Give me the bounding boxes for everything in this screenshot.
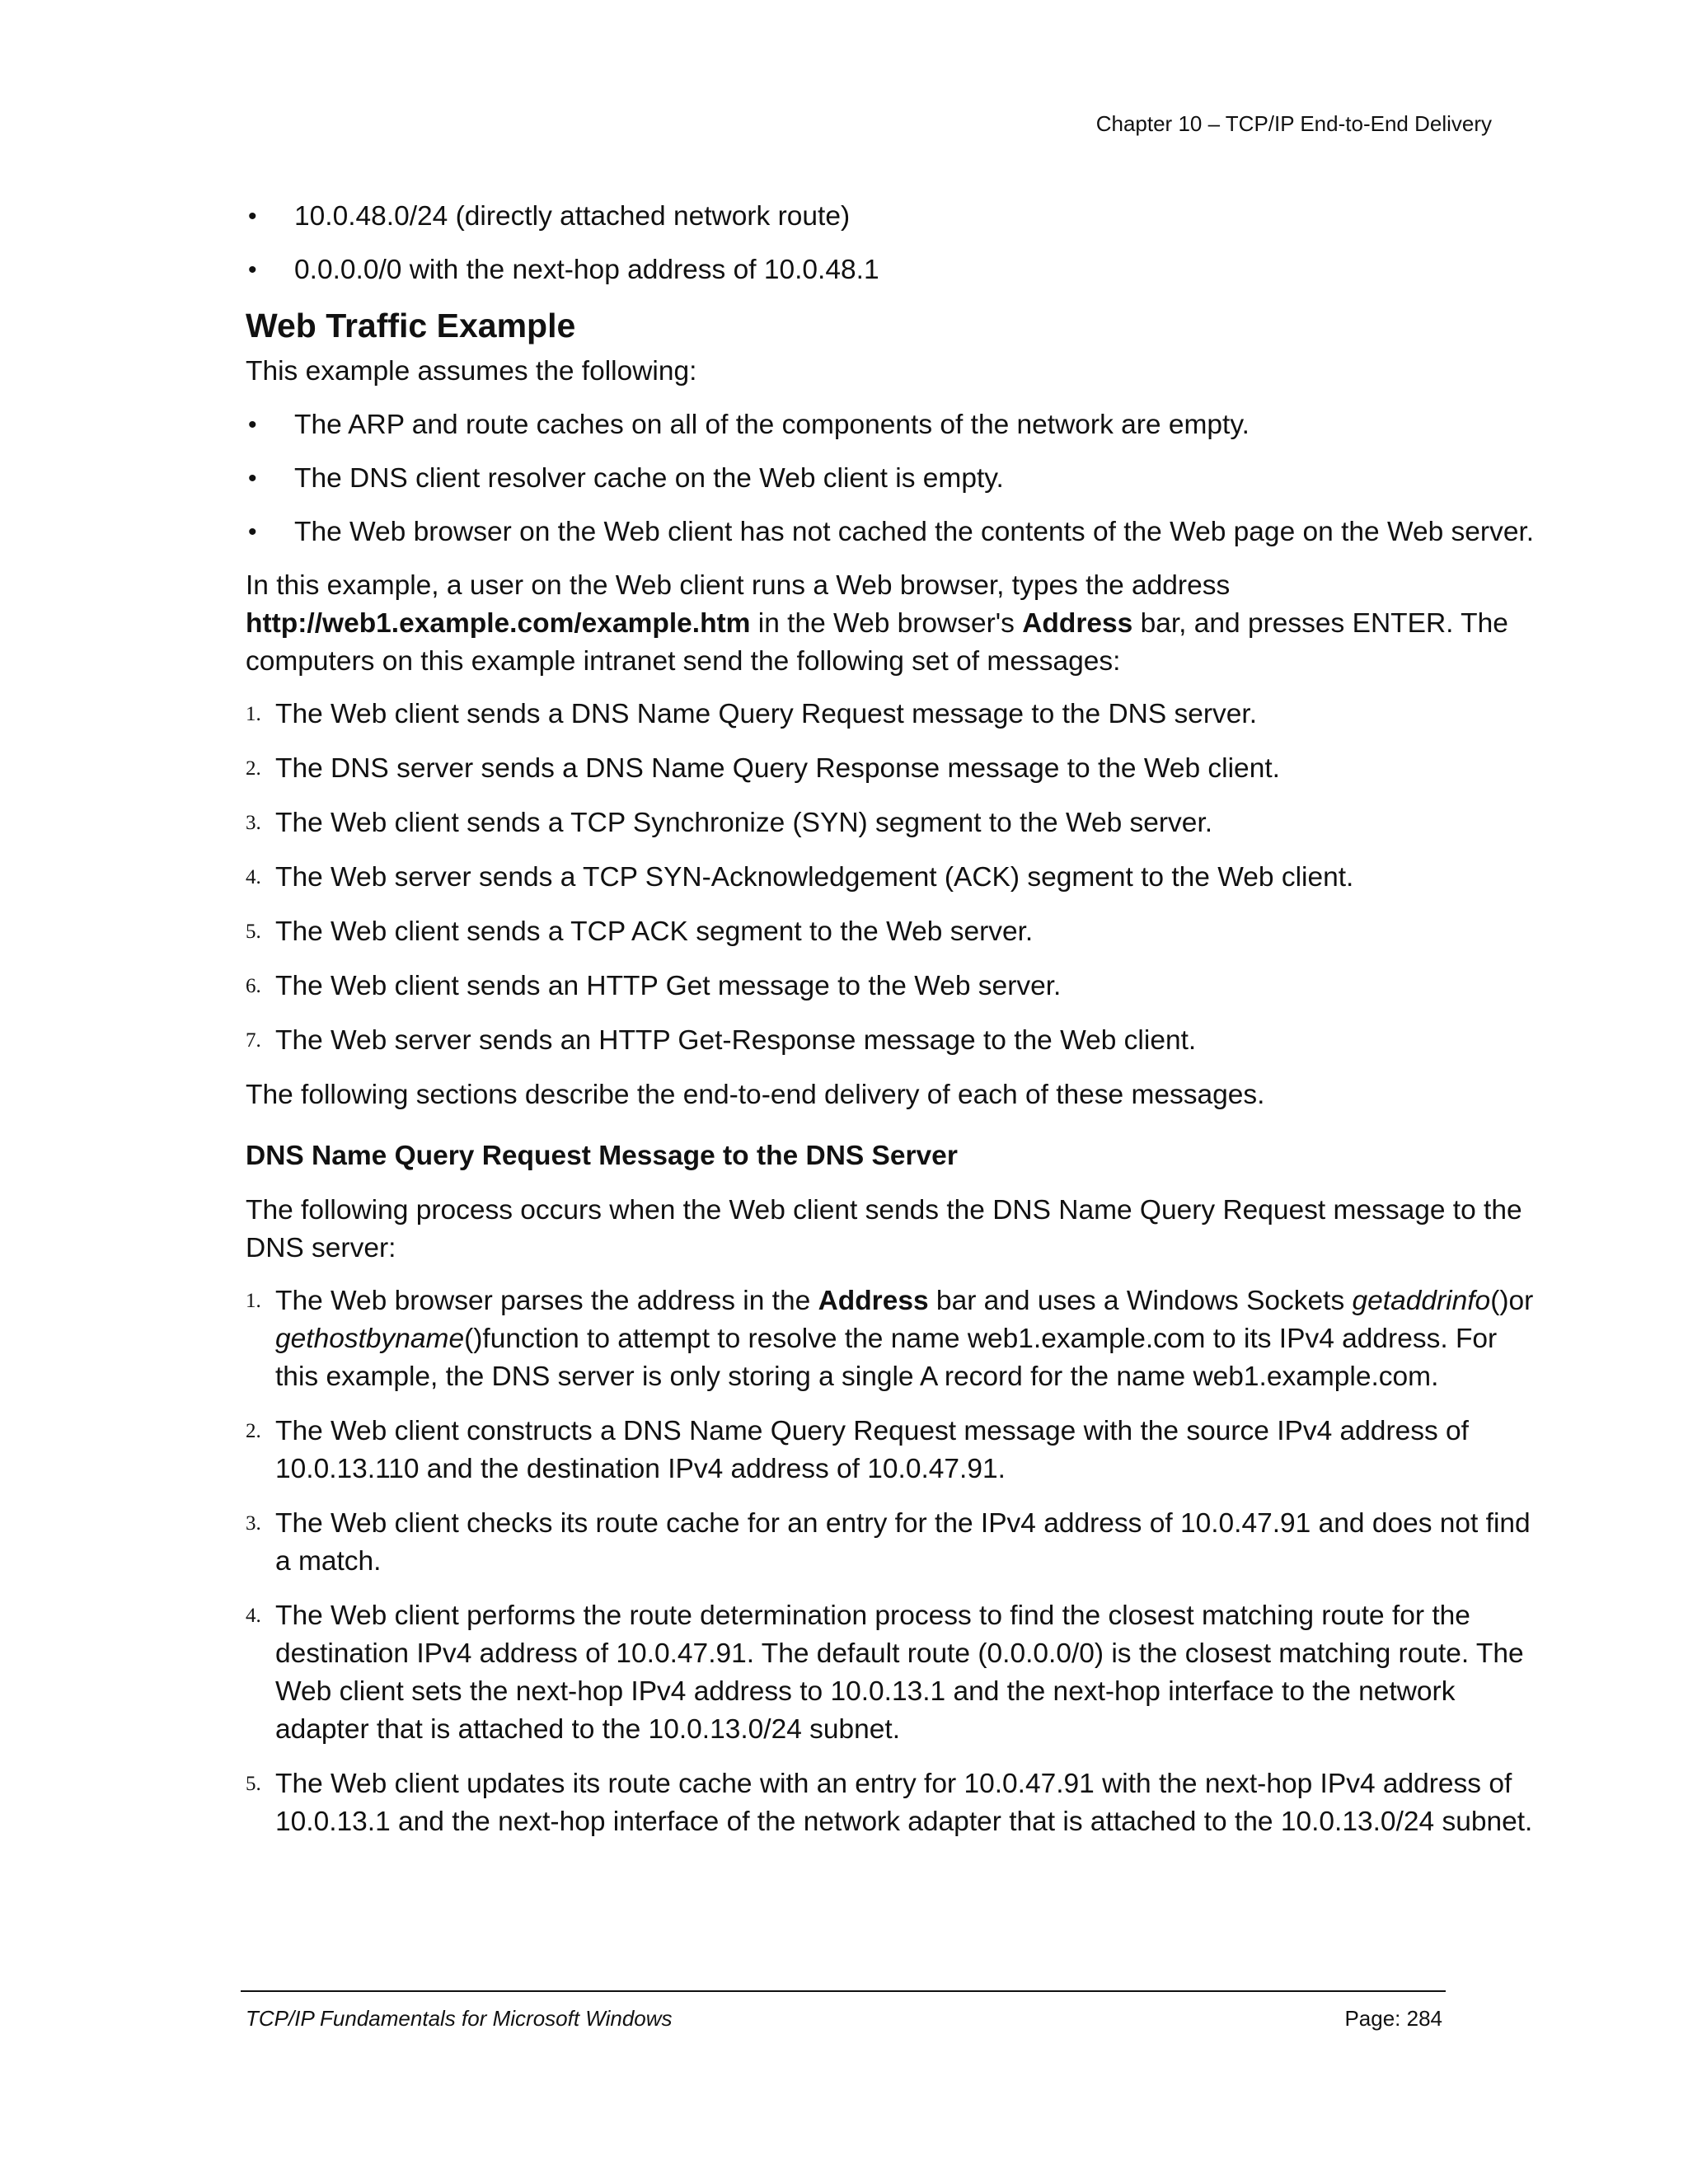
footer-divider xyxy=(241,1990,1446,1992)
page-number: Page: 284 xyxy=(1344,2006,1442,2031)
route-bullet-list xyxy=(246,198,1536,289)
page-content xyxy=(246,198,1536,1858)
section-heading: Web Traffic Example xyxy=(246,307,576,344)
section-intro: This example assumes the following: xyxy=(246,356,697,387)
list-item: 1. The Web browser parses the address in the Address bar and uses a Windows Sockets getaddrinfo()or gethostbyname()function to attempt to resolve the name web1.example.com to its IPv4 address. For this example, the DNS server is only storing a single A record for the name web1.example.com. xyxy=(246,1286,1534,1392)
message-list xyxy=(246,696,1536,1060)
example-url: http://web1.example.com/example.htm xyxy=(246,608,751,639)
list-item: 2. The Web client constructs a DNS Name Query Request message with the source IPv4 address of 10.0.13.110 and the destination IPv4 address of 10.0.47.91. xyxy=(246,1416,1469,1484)
subsection-intro: The following process occurs when the Web client sends the DNS Name Query Request message to the DNS server: xyxy=(246,1195,1522,1263)
bullet-icon: • xyxy=(248,518,257,546)
list-item: 2. The DNS server sends a DNS Name Query Response message to the Web client. xyxy=(246,753,1280,784)
footer-book-title: TCP/IP Fundamentals for Microsoft Windows xyxy=(246,2006,673,2031)
list-item: 6. The Web client sends an HTTP Get message to the Web server. xyxy=(246,971,1062,1001)
example-paragraph: In this example, a user on the Web client runs a Web browser, types the address http://web1.example.com/example.htm in the Web browser's Address bar, and presses ENTER. The computers on this example intranet send the following set of messages: xyxy=(246,570,1508,677)
subsection-heading: DNS Name Query Request Message to the DNS Server xyxy=(246,1141,958,1171)
address-label: Address xyxy=(1022,608,1133,639)
list-item: 1. The Web client sends a DNS Name Query Request message to the DNS server. xyxy=(246,699,1258,729)
list-item: 7. The Web server sends an HTTP Get-Response message to the Web client. xyxy=(246,1025,1197,1056)
list-item: • 0.0.0.0/0 with the next-hop address of 10.0.48.1 xyxy=(246,251,1536,289)
list-item: • The DNS client resolver cache on the Web client is empty. xyxy=(246,460,1536,498)
assumption-list xyxy=(246,406,1536,551)
list-item: 3. The Web client sends a TCP Synchronize (SYN) segment to the Web server. xyxy=(246,808,1213,838)
list-item: 3. The Web client checks its route cache for an entry for the IPv4 address of 10.0.47.91 and does not find a match. xyxy=(246,1508,1531,1577)
bullet-icon: • xyxy=(248,256,257,284)
function-name: getaddrinfo xyxy=(1352,1286,1491,1316)
address-label: Address xyxy=(818,1286,929,1316)
function-name: gethostbyname xyxy=(275,1324,465,1354)
list-item: 5. The Web client sends a TCP ACK segment to the Web server. xyxy=(246,916,1034,947)
list-item: • The Web browser on the Web client has not cached the contents of the Web page on the Web server. xyxy=(246,513,1536,551)
list-item: • The ARP and route caches on all of the components of the network are empty. xyxy=(246,406,1536,444)
list-item: • 10.0.48.0/24 (directly attached network route) xyxy=(246,198,1536,236)
list-item: 4. The Web server sends a TCP SYN-Acknowledgement (ACK) segment to the Web client. xyxy=(246,862,1354,893)
closing-paragraph: The following sections describe the end-to-end delivery of each of these messages. xyxy=(246,1080,1265,1110)
bullet-icon: • xyxy=(248,411,257,438)
bullet-icon: • xyxy=(248,465,257,492)
list-item: 5. The Web client updates its route cache with an entry for 10.0.47.91 with the next-hop IPv4 address of 10.0.13.1 and the next-hop interface of the network adapter that is attached to the 10.0.13.0/24 subnet. xyxy=(246,1769,1533,1837)
running-header: Chapter 10 – TCP/IP End-to-End Delivery xyxy=(1095,111,1492,136)
bullet-icon: • xyxy=(248,203,257,230)
list-item: 4. The Web client performs the route determination process to find the closest matching route for the destination IPv4 address of 10.0.47.91. The default route (0.0.0.0/0) is the closest matching route. The Web client sets the next-hop IPv4 address to 10.0.13.1 and the next-hop interface to the network adapter that is attached to the 10.0.13.0/24 subnet. xyxy=(246,1601,1524,1745)
process-step-list xyxy=(246,1282,1536,1841)
